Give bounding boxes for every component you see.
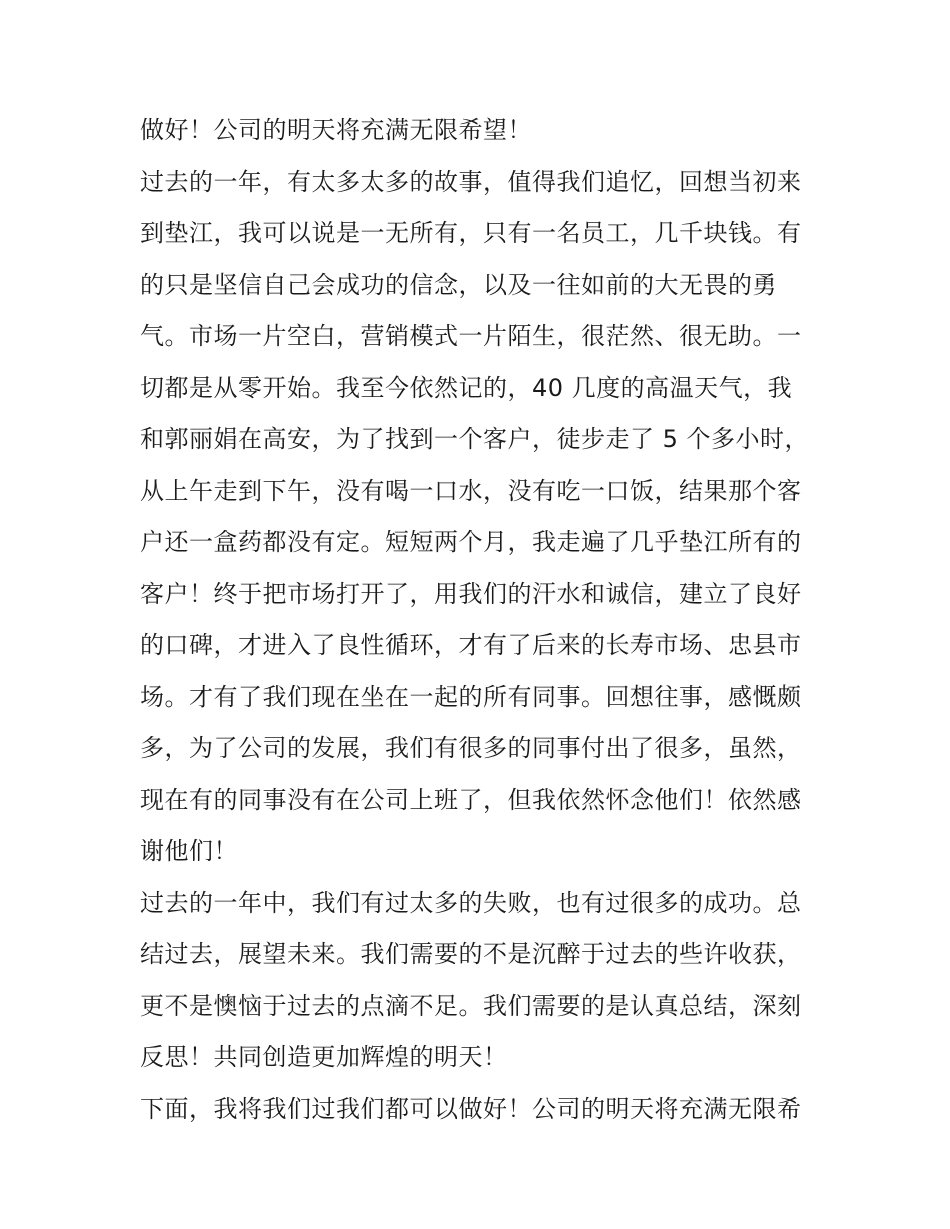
text-line: 和郭丽娟在高安，为了找到一个客户，徒步走了 5 个多小时， (140, 425, 810, 453)
text-line: 切都是从零开始。我至今依然记的，40 几度的高温天气，我 (140, 373, 793, 402)
text-line: 反思！共同创造更加辉煌的明天！ (140, 1043, 508, 1071)
text-line: 多，为了公司的发展，我们有很多的同事付出了很多，虽然， (140, 734, 802, 762)
text-line: 户还一盒药都没有定。短短两个月，我走遍了几乎垫江所有的 (140, 528, 802, 556)
body-text (140, 105, 820, 1135)
text-line: 更不是懊恼于过去的点滴不足。我们需要的是认真总结，深刻 (140, 991, 802, 1020)
text-line: 过去的一年，有太多太多的故事，值得我们追忆，回想当初来 (140, 167, 802, 196)
text-line: 下面，我将我们过我们都可以做好！公司的明天将充满无限希 (140, 1094, 802, 1123)
text-line: 的口碑，才进入了良性循环，才有了后来的长寿市场、忠县市 (140, 631, 802, 659)
text-line: 从上午走到下午，没有喝一口水，没有吃一口饭，结果那个客 (140, 476, 802, 505)
text-line: 做好！公司的明天将充满无限希望！ (140, 116, 532, 144)
text-line: 结过去，展望未来。我们需要的不是沉醉于过去的些许收获， (140, 940, 802, 968)
text-line: 客户！终于把市场打开了，用我们的汗水和诚信，建立了良好 (140, 579, 802, 608)
text-line: 到垫江，我可以说是一无所有，只有一名员工，几千块钱。有 (140, 219, 802, 247)
text-line: 现在有的同事没有在公司上班了，但我依然怀念他们！依然感 (140, 785, 802, 814)
text-line: 的只是坚信自己会成功的信念，以及一往如前的大无畏的勇 (140, 270, 777, 299)
text-line: 场。才有了我们现在坐在一起的所有同事。回想往事，感慨颇 (140, 682, 802, 711)
text-line: 谢他们！ (140, 837, 238, 865)
text-line: 气。市场一片空白，营销模式一片陌生，很茫然、很无助。一 (140, 322, 802, 350)
text-line: 过去的一年中，我们有过太多的失败，也有过很多的成功。总 (140, 888, 802, 917)
